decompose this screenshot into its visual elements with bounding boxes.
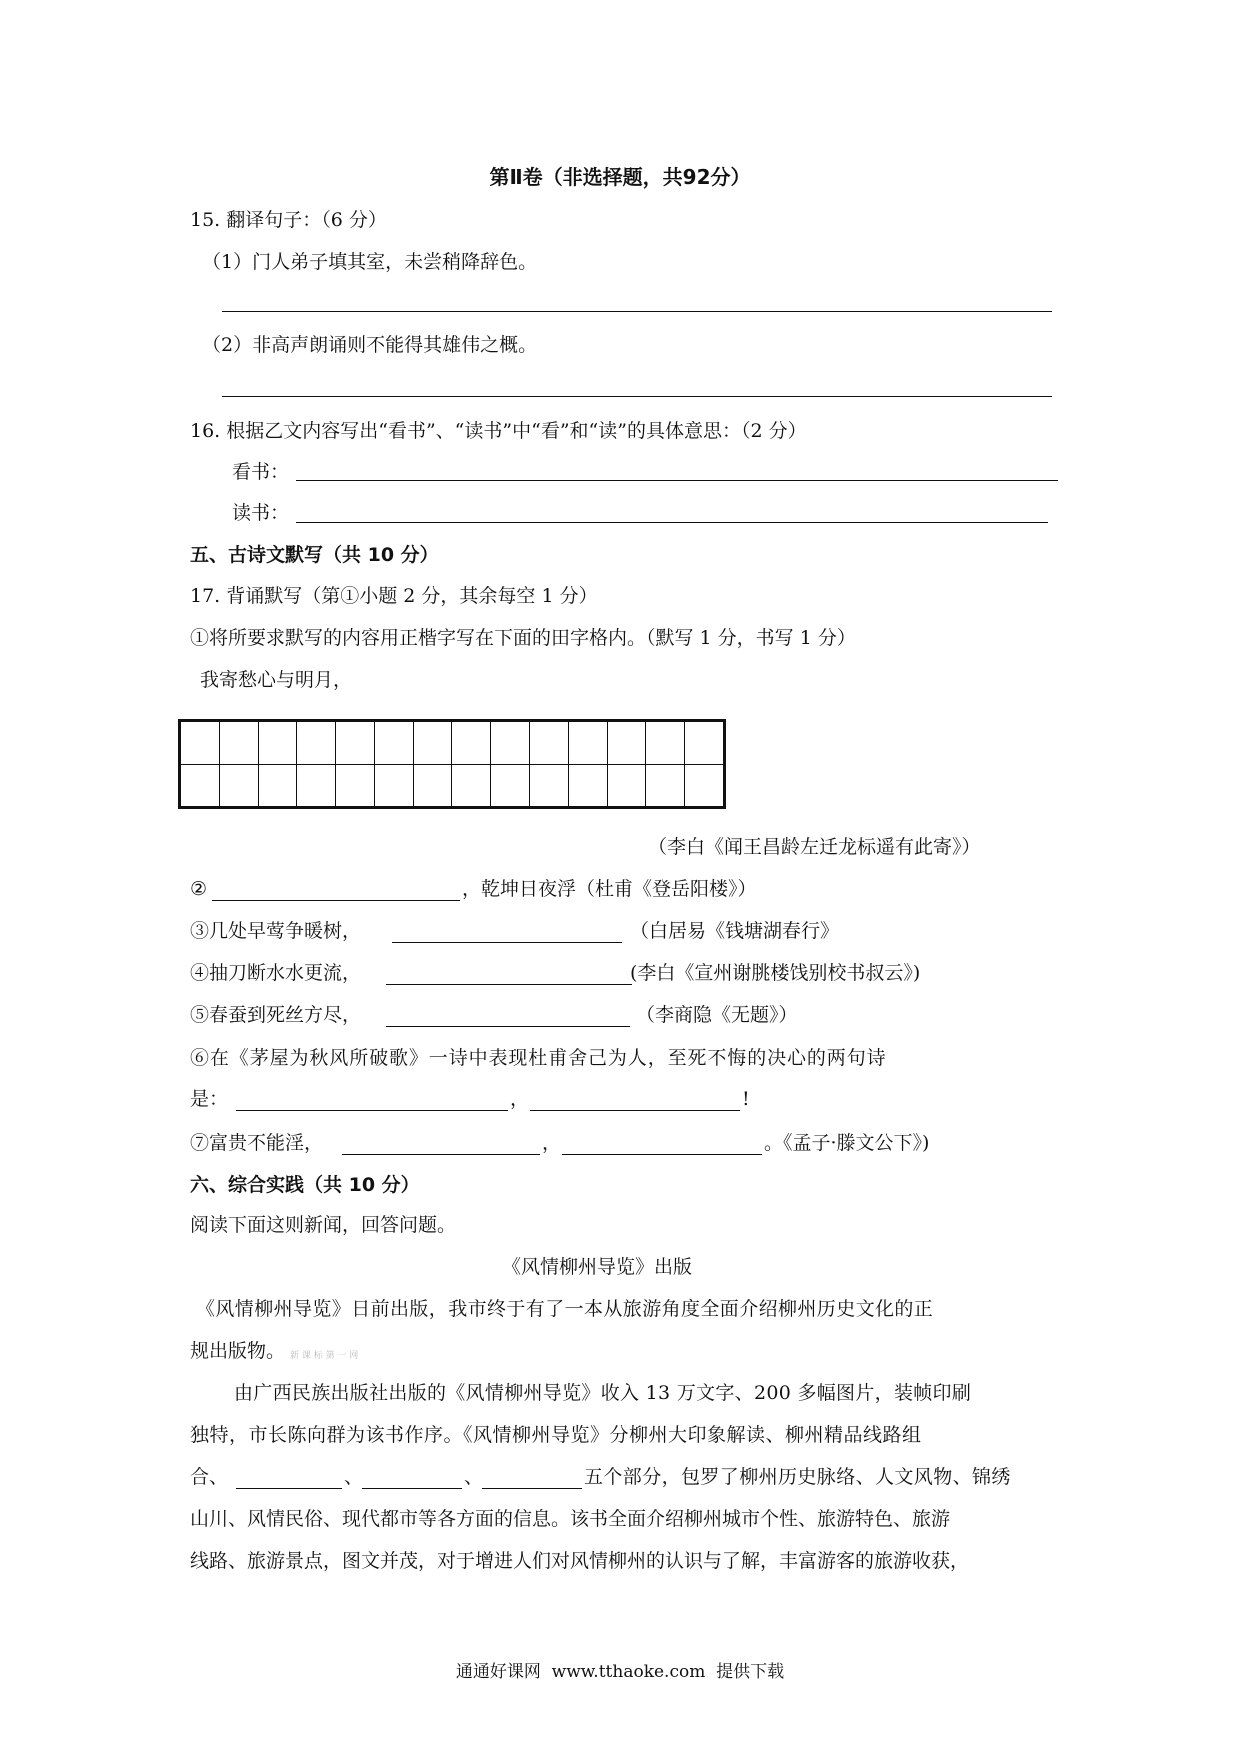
q17-stem: 17. 背诵默写（第①小题 2 分，其余每空 1 分）: [190, 585, 598, 607]
q17-item-7-text: ⑦富贵不能淫，: [190, 1132, 324, 1154]
q15-stem: 15. 翻译句子：（6 分）: [190, 209, 387, 231]
q15-answer-line-1[interactable]: [222, 311, 1052, 312]
q16-kan-answer-line[interactable]: [296, 480, 1058, 481]
q17-item-5-blank[interactable]: [386, 1026, 630, 1027]
grid-cell[interactable]: [530, 722, 569, 806]
grid-cell[interactable]: [491, 722, 530, 806]
page-footer: 通通好课网 www.tthaoke.com 提供下载: [455, 1662, 785, 1682]
q16-du-label: 读书：: [232, 502, 290, 524]
q17-item-6-comma: ，: [510, 1088, 530, 1110]
q17-item-3-text: ③几处早莺争暖树，: [190, 920, 362, 942]
q17-item-2-number: ②: [190, 878, 208, 900]
q17-item-1: ①将所要求默写的内容用正楷字写在下面的田字格内。（默写 1 分，书写 1 分）: [190, 627, 856, 649]
news-blank-3[interactable]: [482, 1488, 582, 1489]
q17-item-7-comma: ，: [542, 1132, 562, 1154]
grid-cell[interactable]: [646, 722, 685, 806]
q17-item-6-end: !: [742, 1088, 750, 1110]
grid-cell[interactable]: [181, 722, 220, 806]
q17-item-6-blank-1[interactable]: [236, 1110, 508, 1111]
section-title: 第Ⅱ卷（非选择题，共92分）: [489, 165, 751, 189]
grid-cell[interactable]: [220, 722, 259, 806]
news-blank-2[interactable]: [362, 1488, 462, 1489]
part6-heading: 六、综合实践（共 10 分）: [190, 1174, 420, 1196]
q17-item-7-blank-1[interactable]: [342, 1154, 540, 1155]
part5-heading: 五、古诗文默写（共 10 分）: [190, 544, 439, 566]
grid-cell[interactable]: [569, 722, 608, 806]
grid-cell[interactable]: [375, 722, 414, 806]
news-paragraph-2-line-5: 线路、旅游景点，图文并茂，对于增进人们对风情柳州的认识与了解，丰富游客的旅游收获，: [190, 1550, 970, 1572]
news-blank-1[interactable]: [236, 1488, 342, 1489]
news-paragraph-2-line-3b: 五个部分，包罗了柳州历史脉络、人文风物、锦绣: [584, 1466, 1011, 1488]
watermark-text: 新 课 标 第 一 网: [290, 1351, 359, 1361]
q15-sentence-2: （2）非高声朗诵则不能得其雄伟之概。: [202, 334, 538, 356]
news-paragraph-2-line-2: 独特，市长陈向群为该书作序。《风情柳州导览》分柳州大印象解读、柳州精品线路组: [190, 1424, 922, 1446]
q15-sentence-1: （1）门人弟子填其室，未尝稍降辞色。: [202, 251, 538, 273]
part6-intro: 阅读下面这则新闻，回答问题。: [190, 1214, 457, 1236]
news-paragraph-1-line-1: 《风情柳州导览》日前出版，我市终于有了一本从旅游角度全面介绍柳州历史文化的正: [196, 1298, 934, 1320]
q15-answer-line-2[interactable]: [222, 396, 1052, 397]
q17-item-4-source: (李白《宣州谢朓楼饯别校书叔云》): [630, 962, 921, 984]
q17-item-6-prefix: 是：: [190, 1088, 229, 1110]
grid-cell[interactable]: [297, 722, 336, 806]
grid-cell[interactable]: [259, 722, 298, 806]
q17-item-6-blank-2[interactable]: [530, 1110, 740, 1111]
q16-kan-label: 看书：: [232, 461, 290, 483]
q16-du-answer-line[interactable]: [296, 522, 1048, 523]
q16-stem: 16. 根据乙文内容写出“看书”、“读书”中“看”和“读”的具体意思：（2 分）: [190, 420, 807, 442]
q17-item-7-source: 。《孟子·滕文公下》): [764, 1132, 930, 1154]
news-paragraph-2-line-3a: 合、: [190, 1466, 229, 1488]
q17-item-1-source: （李白《闻王昌龄左迁龙标遥有此寄》）: [648, 836, 981, 858]
q17-item-2-blank[interactable]: [212, 900, 460, 901]
news-title: 《风情柳州导览》出版: [502, 1256, 693, 1278]
q17-item-6-text: ⑥在《茅屋为秋风所破歌》一诗中表现杜甫舍己为人，至死不悔的决心的两句诗: [190, 1047, 887, 1069]
grid-cell[interactable]: [336, 722, 375, 806]
q17-item-2-text: ，乾坤日夜浮（杜甫《登岳阳楼》）: [462, 878, 757, 900]
grid-cell[interactable]: [685, 722, 723, 806]
q17-item-5-text: ⑤春蚕到死丝方尽，: [190, 1004, 362, 1026]
news-separator-2: 、: [464, 1466, 484, 1488]
grid-cell[interactable]: [452, 722, 491, 806]
q17-item-7-blank-2[interactable]: [562, 1154, 762, 1155]
news-paragraph-2-line-4: 山川、风情民俗、现代都市等各方面的信息。该书全面介绍柳州城市个性、旅游特色、旅游: [190, 1508, 951, 1530]
q17-item-3-source: （白居易《钱塘湖春行》: [630, 920, 840, 942]
q17-item-1-line: 我寄愁心与明月，: [200, 669, 353, 691]
tianzige-grid[interactable]: [178, 719, 726, 809]
news-separator-1: 、: [344, 1466, 364, 1488]
q17-item-4-text: ④抽刀断水水更流，: [190, 962, 362, 984]
q17-item-4-blank[interactable]: [386, 984, 632, 985]
q17-item-3-blank[interactable]: [392, 942, 622, 943]
q17-item-5-source: （李商隐《无题》）: [636, 1004, 798, 1026]
grid-cell[interactable]: [608, 722, 647, 806]
grid-cell[interactable]: [414, 722, 453, 806]
news-paragraph-2-line-1: 由广西民族出版社出版的《风情柳州导览》收入 13 万文字、200 多幅图片，装帧印刷: [234, 1382, 972, 1404]
news-paragraph-1-line-2: 规出版物。: [190, 1340, 286, 1362]
